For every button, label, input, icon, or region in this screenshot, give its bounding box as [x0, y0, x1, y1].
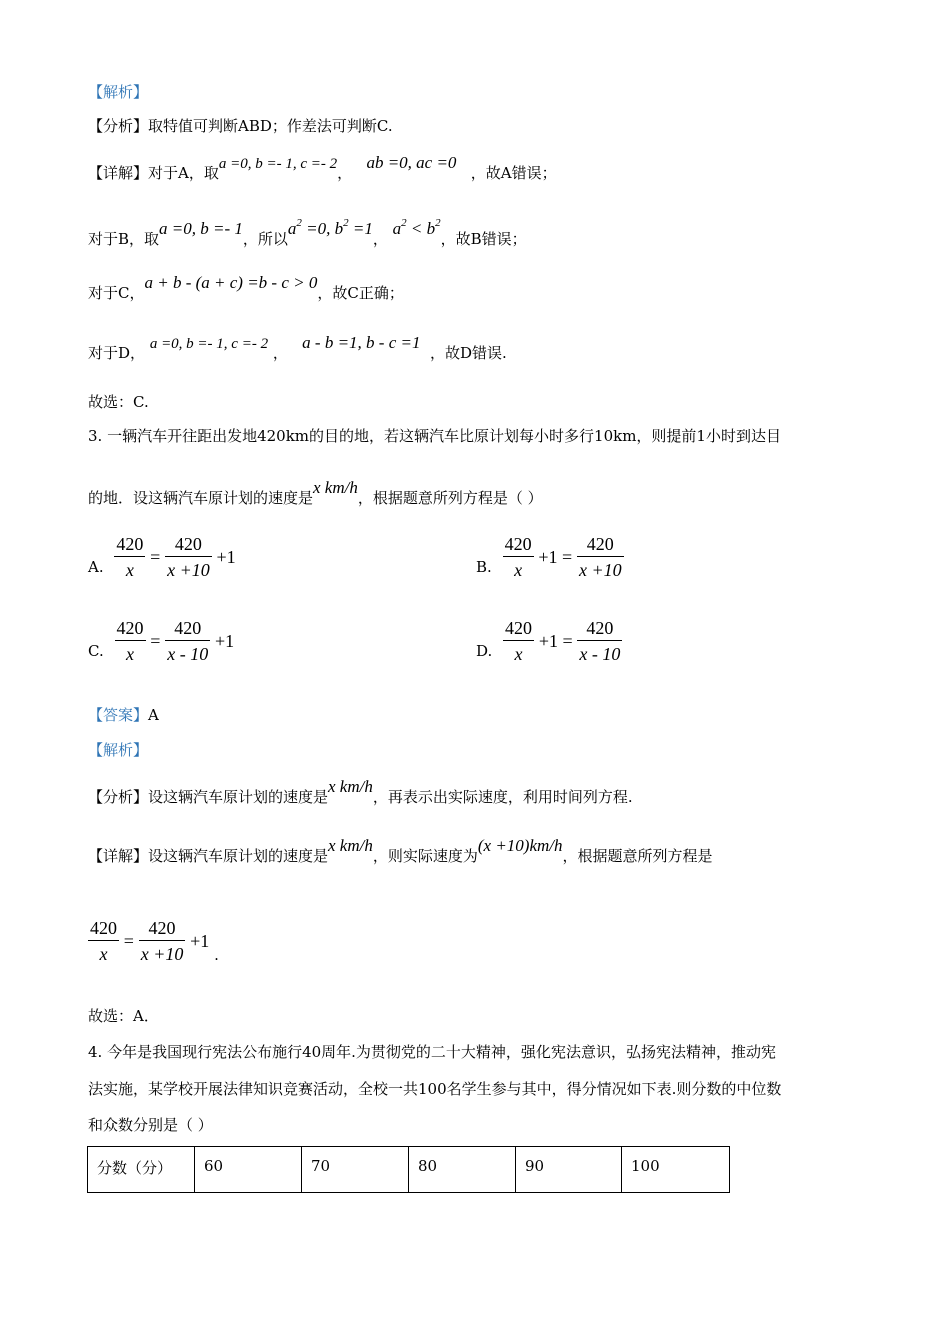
fraction: $\frac{420}{x - 10}$	[579, 618, 621, 664]
q2-b-mid: ，所以	[242, 230, 288, 248]
q2-a-end: ，故A错误；	[470, 164, 557, 182]
option-b[interactable]: B. $\frac{420}{x}$ +1 = $\frac{420}{x +10}$	[476, 532, 624, 583]
q2-detail-d: 对于D， a =0, b =- 1, c =- 2 ， a - b =1, b - c =1 ，故D错误.	[88, 333, 507, 362]
q3-detail-end: ，根据题意所列方程是	[562, 847, 713, 865]
q3-detail-mid: ，则实际速度为	[372, 847, 478, 865]
q2-detail-b: 对于B，取a =0, b =- 1，所以$a^2 =0$, $b^2 =1$， $a^2 < b^2$，故B错误；	[88, 217, 527, 248]
q3-final-equation: $\frac{420}{x}$ = $\frac{420}{x +10}$ +1 .	[88, 916, 219, 967]
fraction: $\frac{420}{x}$	[504, 534, 532, 580]
q2-b-end: ，故B错误；	[440, 230, 527, 248]
table-cell: 60	[195, 1147, 302, 1193]
q2-d-differences: a - b =1, b - c =1	[302, 333, 421, 352]
q3-stem-text: 的地．设这辆汽车原计划的速度是	[88, 489, 314, 507]
q4-line2: 法实施，某学校开展法律知识竞赛活动，全校一共100名学生参与其中，得分情况如下表.则分数的中位数	[88, 1080, 782, 1098]
q3-speed: x km/h	[313, 478, 358, 497]
q3-analysis-end: ，再表示出实际速度，利用时间列方程.	[372, 788, 633, 806]
q3-analysis-tag: 【解析】	[88, 741, 149, 759]
q2-choice: 故选：C.	[88, 393, 149, 411]
q2-c-prefix: 对于C，	[88, 284, 145, 302]
q4-line1: 4. 今年是我国现行宪法公布施行40周年.为贯彻党的二十大精神，强化宪法意识，弘扬宪法精神，推动宪	[88, 1043, 776, 1061]
option-label: D.	[476, 641, 493, 660]
q3-analysis-text: 【分析】设这辆汽车原计划的速度是	[88, 788, 329, 806]
score-table	[87, 1146, 730, 1193]
table-cell: 70	[302, 1147, 409, 1193]
q2-b-values: a =0, b =- 1	[159, 219, 243, 238]
q3-detail-text: 【详解】设这辆汽车原计划的速度是	[88, 847, 329, 865]
answer-value: A	[148, 706, 159, 724]
table-row	[88, 1147, 730, 1193]
table-cell: 分数（分）	[88, 1147, 195, 1193]
q2-a-sep: ，	[337, 164, 353, 182]
analysis-tag: 【解析】	[88, 83, 149, 101]
q4-line3: 和众数分别是（ ）	[88, 1116, 213, 1134]
table-cell: 90	[516, 1147, 622, 1193]
q3-analysis-speed: x km/h	[328, 777, 373, 796]
option-label: A.	[88, 557, 104, 576]
q3-answer	[88, 705, 159, 725]
q2-a-products: ab =0, ac =0	[366, 153, 457, 172]
q3-stem-line1: 3. 一辆汽车开往距出发地420km的目的地，若这辆汽车比原计划每小时多行10km，则提前1小时到达目	[88, 427, 781, 445]
table-cell: 80	[409, 1147, 516, 1193]
q3-analysis	[88, 777, 633, 807]
fraction: $\frac{420}{x - 10}$	[167, 618, 209, 664]
fraction: $\frac{420}{x}$	[116, 534, 144, 580]
fraction: $\frac{420}{x}$	[90, 918, 117, 964]
option-a[interactable]: A. $\frac{420}{x}$ = $\frac{420}{x +10}$ +1	[88, 532, 236, 583]
q3-actual-speed: (x +10)km/h	[477, 836, 563, 855]
option-c[interactable]: C. $\frac{420}{x}$ = $\frac{420}{x - 10}$ +1	[88, 616, 234, 667]
option-d[interactable]: D. $\frac{420}{x}$ +1 = $\frac{420}{x - 10}$	[476, 616, 622, 667]
q3-stem-line2	[88, 478, 543, 508]
q2-d-values: a =0, b =- 1, c =- 2	[149, 336, 269, 352]
fraction: $\frac{420}{x}$	[505, 618, 533, 664]
q2-detail-prefix: 【详解】对于A，取	[88, 164, 219, 182]
fraction: $\frac{420}{x +10}$	[578, 534, 622, 580]
q3-detail-speed: x km/h	[328, 836, 373, 855]
q3-choice: 故选：A．	[88, 1007, 159, 1025]
q2-c-expression: a + b - (a + c) =b - c > 0	[144, 273, 318, 292]
q2-detail-c	[88, 273, 404, 303]
fraction: $\frac{420}{x +10}$	[167, 534, 210, 580]
q3-stem-question: ，根据题意所列方程是（ ）	[357, 489, 543, 507]
q2-b-compare: $a^2 < b^2$	[392, 217, 441, 238]
answer-tag: 【答案】	[88, 706, 149, 724]
q2-b-squares: $a^2 =0$, $b^2 =1$	[287, 217, 373, 238]
table-cell: 100	[622, 1147, 730, 1193]
option-label: C.	[88, 641, 104, 660]
option-label: B.	[476, 557, 492, 576]
q2-c-end: ，故C正确；	[317, 284, 404, 302]
q2-d-end: ，故D错误.	[430, 344, 507, 362]
q2-d-prefix: 对于D，	[88, 344, 146, 362]
q2-analysis: 【分析】取特值可判断ABD；作差法可判断C.	[88, 117, 393, 135]
q3-detail	[88, 836, 713, 866]
fraction: $\frac{420}{x}$	[116, 618, 144, 664]
q2-detail-a	[88, 153, 557, 184]
fraction: $\frac{420}{x +10}$	[140, 918, 184, 964]
q2-a-values: a =0, b =- 1, c =- 2	[218, 156, 338, 172]
q2-b-prefix: 对于B，取	[88, 230, 160, 248]
